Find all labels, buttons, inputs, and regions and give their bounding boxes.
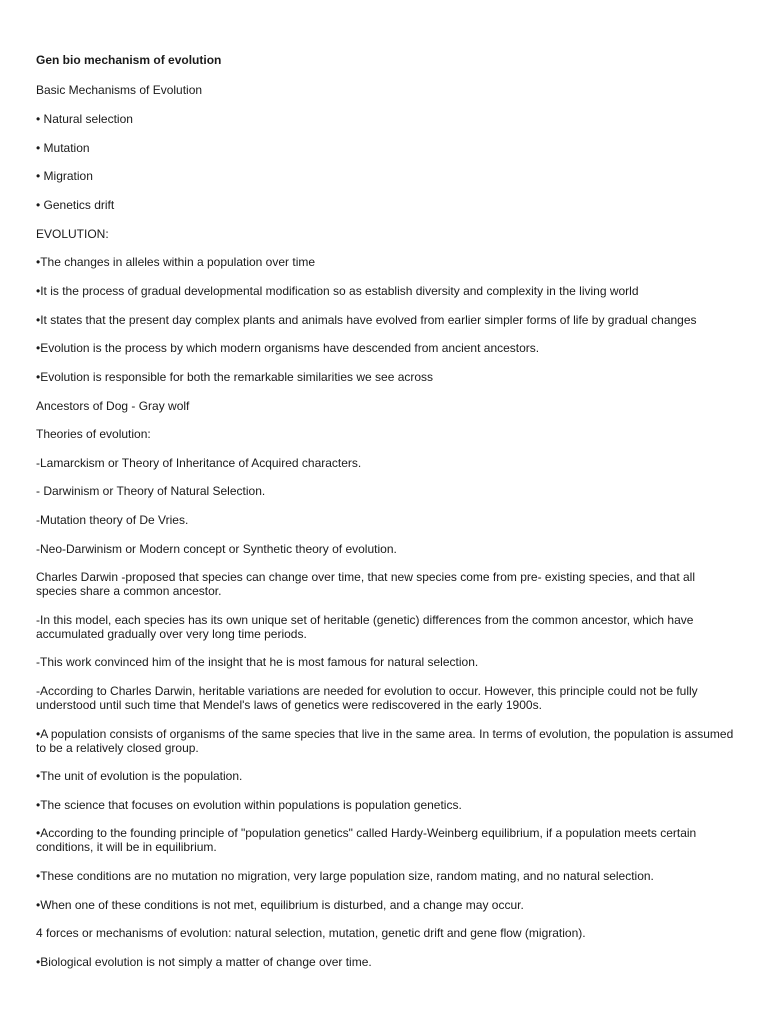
paragraph-four-forces: 4 forces or mechanisms of evolution: natural selection, mutation, genetic drift and gene flow (migration). xyxy=(36,926,586,940)
bullet-migration: • Migration xyxy=(36,169,93,183)
heading-evolution: EVOLUTION: xyxy=(36,227,109,241)
paragraph-mutation-theory: -Mutation theory of De Vries. xyxy=(36,513,189,527)
paragraph-neo-darwinism: -Neo-Darwinism or Modern concept or Synthetic theory of evolution. xyxy=(36,542,397,556)
document-title: Gen bio mechanism of evolution xyxy=(36,53,222,67)
paragraph-biological-evolution: •Biological evolution is not simply a matter of change over time. xyxy=(36,955,372,969)
paragraph-population-definition: •A population consists of organisms of the same species that live in the same area. In terms of evolution, the population is assumed to be a relatively closed group. xyxy=(36,727,734,755)
paragraph-lamarckism: -Lamarckism or Theory of Inheritance of Acquired characters. xyxy=(36,456,362,470)
paragraph-present-day-plants: •It states that the present day complex plants and animals have evolved from earlier simpler forms of life by gradual changes xyxy=(36,313,697,327)
paragraph-hardy-weinberg: •According to the founding principle of "population genetics" called Hardy-Weinberg equilibrium, if a population meets certain conditions, it will be in equilibrium. xyxy=(36,826,697,854)
paragraph-darwinism: - Darwinism or Theory of Natural Selection. xyxy=(36,484,266,498)
paragraph-heritable-variations: -According to Charles Darwin, heritable variations are needed for evolution to occur. However, this principle could not be fully understood until such time that Mendel's laws of genetics were rediscovered in the early 1900s. xyxy=(36,684,698,712)
bullet-natural-selection: • Natural selection xyxy=(36,112,133,126)
paragraph-basic-mechanisms: Basic Mechanisms of Evolution xyxy=(36,83,203,97)
paragraph-evolution-similarities: •Evolution is responsible for both the remarkable similarities we see across xyxy=(36,370,434,384)
paragraph-ancestors-of-dog: Ancestors of Dog - Gray wolf xyxy=(36,399,190,413)
paragraph-this-work: -This work convinced him of the insight that he is most famous for natural selection. xyxy=(36,655,479,669)
paragraph-conditions: •These conditions are no mutation no migration, very large population size, random mating, and no natural selection. xyxy=(36,869,654,883)
paragraph-in-this-model: -In this model, each species has its own unique set of heritable (genetic) differences from the common ancestor, which have accumulated gradually over very long time periods. xyxy=(36,613,694,641)
paragraph-equilibrium-disturbed: •When one of these conditions is not met, equilibrium is disturbed, and a change may occur. xyxy=(36,898,524,912)
paragraph-unit-of-evolution: •The unit of evolution is the population. xyxy=(36,769,243,783)
paragraph-gradual-modification: •It is the process of gradual developmental modification so as establish diversity and complexity in the living world xyxy=(36,284,639,298)
paragraph-population-genetics: •The science that focuses on evolution within populations is population genetics. xyxy=(36,798,462,812)
paragraph-changes-in-alleles: •The changes in alleles within a population over time xyxy=(36,255,316,269)
heading-theories-of-evolution: Theories of evolution: xyxy=(36,427,151,441)
paragraph-charles-darwin: Charles Darwin -proposed that species can change over time, that new species come from pre- existing species, and that all species share a common ancestor. xyxy=(36,570,695,598)
bullet-genetics-drift: • Genetics drift xyxy=(36,198,115,212)
paragraph-evolution-process: •Evolution is the process by which modern organisms have descended from ancient ancestors. xyxy=(36,341,540,355)
bullet-mutation: • Mutation xyxy=(36,141,90,155)
